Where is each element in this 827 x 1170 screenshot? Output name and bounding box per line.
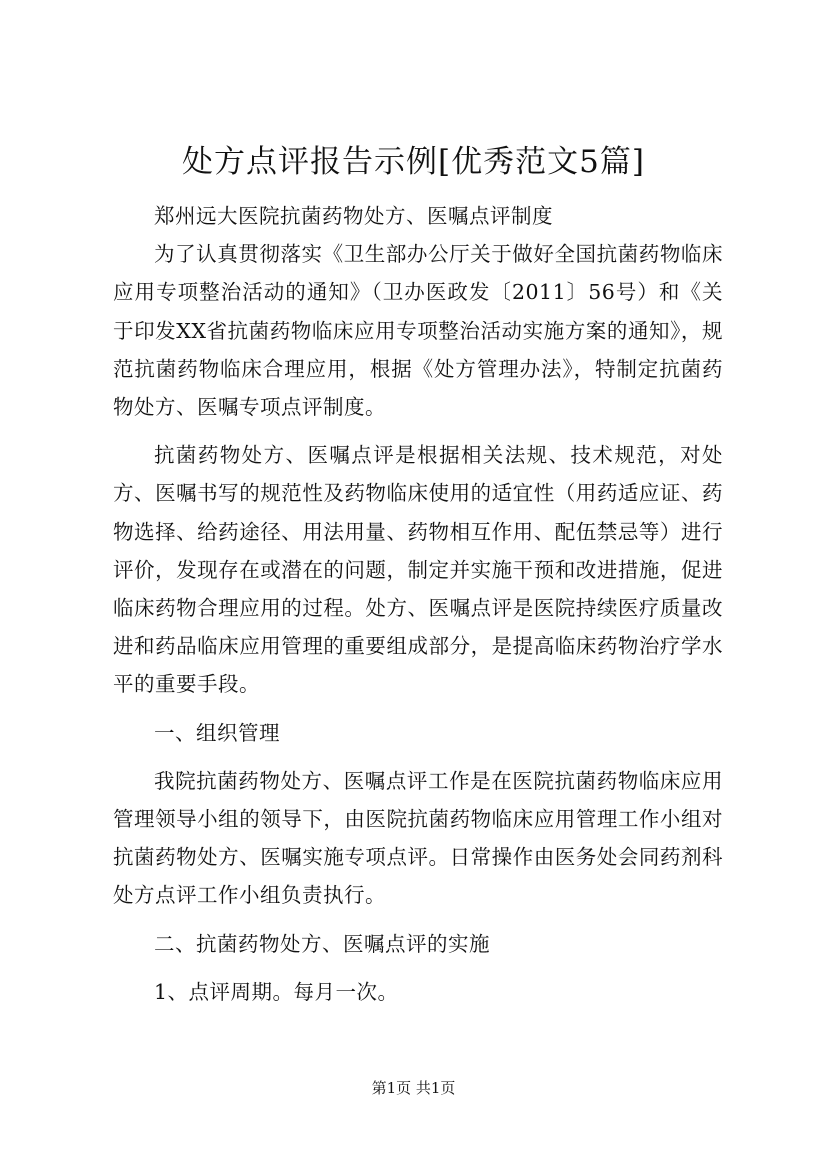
section-heading-organization: 一、组织管理 [154,720,280,745]
list-item-review-cycle: 1、点评周期。每月一次。 [154,979,399,1004]
paragraph-purpose: 为了认真贯彻落实《卫生部办公厅关于做好全国抗菌药物临床应用专项整治活动的通知》（卫办医政发〔2011〕56号）和《关于印发XX省抗菌药物临床应用专项整治活动实施方案的通知》，规范抗菌药物临床合理应用，根据《处方管理办法》，特制定抗菌药物处方、医嘱专项点评制度。 [113,242,723,420]
paragraph-definition: 抗菌药物处方、医嘱点评是根据相关法规、技术规范，对处方、医嘱书写的规范性及药物临床使用的适宜性（用药适应证、药物选择、给药途径、用法用量、药物相互作用、配伍禁忌等）进行评价，发现存在或潜在的问题，制定并实施干预和改进措施，促进临床药物合理应用的过程。处方、医嘱点评是医院持续医疗质量改进和药品临床应用管理的重要组成部分，是提高临床药物治疗学水平的重要手段。 [113,443,723,697]
document-body [113,197,723,1011]
document-subtitle: 郑州远大医院抗菌药物处方、医嘱点评制度 [154,204,553,228]
section-heading-implementation: 二、抗菌药物处方、医嘱点评的实施 [154,931,490,956]
paragraph-organization: 我院抗菌药物处方、医嘱点评工作是在医院抗菌药物临床应用管理领导小组的领导下，由医院抗菌药物临床应用管理工作小组对抗菌药物处方、医嘱实施专项点评。日常操作由医务处会同药剂科处方点评工作小组负责执行。 [113,768,723,908]
document-title: 处方点评报告示例[优秀范文5篇] [182,144,645,180]
page-footer: 第1页 共1页 [371,1079,456,1097]
